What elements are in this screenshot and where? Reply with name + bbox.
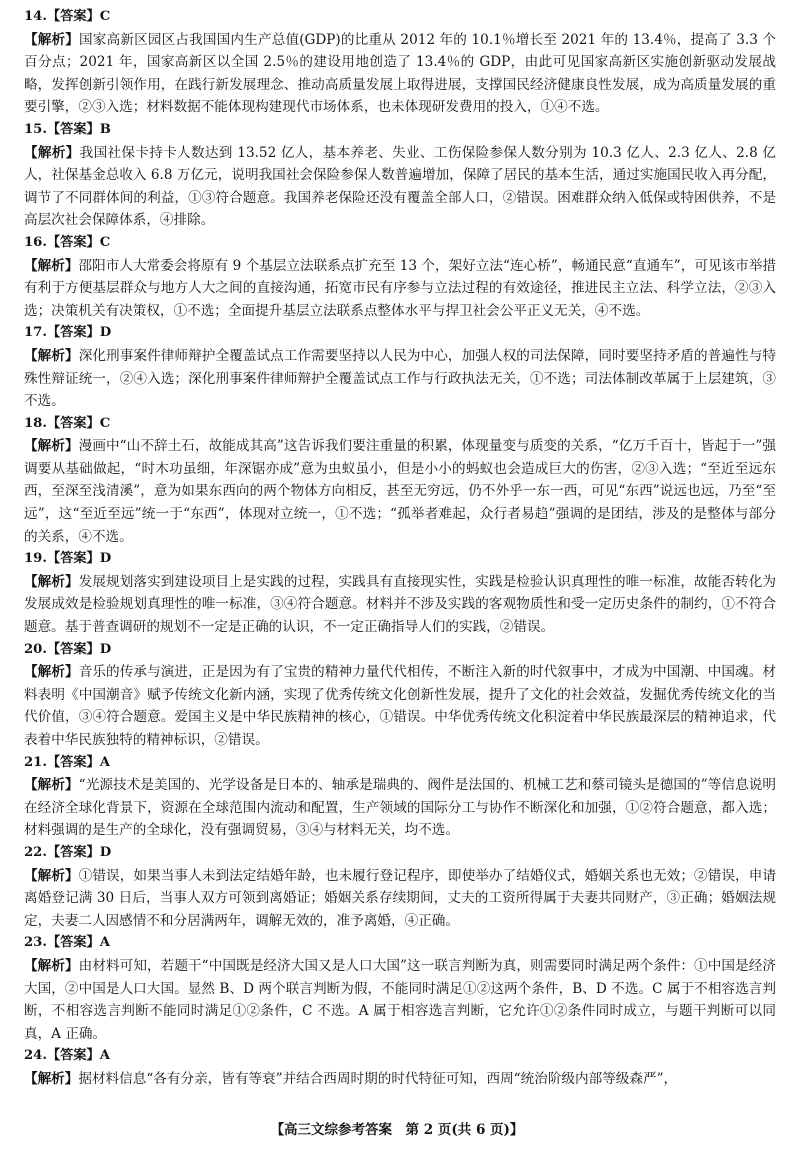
analysis-paragraph xyxy=(24,345,776,413)
answer-key-page xyxy=(24,6,776,1091)
analysis-tag: 【解析】 xyxy=(24,144,80,161)
analysis-text: 深化刑事案件律师辩护全覆盖试点工作需要坚持以人民为中心，加强人权的司法保障，同时要坚持矛盾的普遍性与特殊性辩证统一，②④入选；深化刑事案件律师辩护全覆盖试点工作与行政执法无关，①不选；司法体制改革属于上层建筑，③不选。 xyxy=(24,347,777,410)
answer-value: B xyxy=(99,121,111,137)
answer-tag: 【答案】 xyxy=(46,551,100,567)
answer-value: C xyxy=(99,234,111,250)
analysis-text: ①错误，如果当事人未到法定结婚年龄，也未履行登记程序，即使举办了结婚仪式，婚姻关系也无效；②错误，申请离婚登记满 30 日后，当事人双方可领到离婚证；婚姻关系存续期间，丈夫的工资所得属于夫妻共同财产，③正确；婚姻法规定，夫妻二人因感情不和分居满两年，调解无效的，准予离婚，④正确。 xyxy=(24,867,777,929)
answer-value: D xyxy=(99,844,112,860)
question-number: 24. xyxy=(24,1048,47,1064)
analysis-paragraph xyxy=(24,661,776,751)
answer-tag: 【答案】 xyxy=(46,935,100,951)
answer-line xyxy=(24,232,776,255)
analysis-text: “光源技术是美国的、光学设备是日本的、轴承是瑞典的、阀件是法国的、机械工艺和蔡司镜头是德国的”等信息说明在经济全球化背景下，资源在全球范围内流动和配置，生产领域的国际分工与协作不断深化和加强，①②符合题意，都入选；材料强调的是生产的全球化，没有强调贸易，③④与材料无关，均不选。 xyxy=(24,777,776,839)
analysis-tag: 【解析】 xyxy=(24,257,79,274)
analysis-tag: 【解析】 xyxy=(24,777,79,794)
question-item xyxy=(24,548,776,638)
answer-tag: 【答案】 xyxy=(46,234,100,250)
analysis-text: 漫画中“山不辞土石，故能成其高”这告诉我们要注重量的积累，体现量变与质变的关系，“亿万千百十，皆起于一”强调要从基础做起，“时木功虽细，年深锯亦成”意为虫蚁虽小，但是小小的蚂蚁也会造成巨大的伤害，②③入选；“至近至远东西，至深至浅清溪”，意为如果东西向的两个物体方向相反，甚至无穷远，仍不外乎一东一西，可见“东西”说远也远，乃至“至远”，这“至近至远”统一于“东西”，体现对立统一，①不选；“孤举者难起，众行者易趋”强调的是团结，涉及的是整体与部分的关系，④不选。 xyxy=(24,438,777,545)
analysis-tag: 【解析】 xyxy=(24,957,79,974)
analysis-paragraph xyxy=(24,255,776,323)
answer-value: D xyxy=(99,551,112,567)
answer-tag: 【答案】 xyxy=(46,121,100,137)
answer-line xyxy=(24,932,776,955)
question-number: 21. xyxy=(24,754,47,770)
question-number: 16. xyxy=(24,234,47,250)
analysis-paragraph xyxy=(24,571,776,639)
answer-value: C xyxy=(99,9,111,24)
analysis-text: 我国社保卡持卡人数达到 13.52 亿人，基本养老、失业、工伤保险参保人数分别为 10.3 亿人、2.3 亿人、2.8 亿人，社保基金总收入 6.8 万亿元，说明我国社会保险参保人数普遍增加，保障了居民的基本生活，通过实施国民收入再分配，调节了不同群体间的利益，①③符合题意。我国养老保险还没有覆盖全部人口，②错误。困难群众纳入低保或特困供养，不是高层次社会保障体系，④排除。 xyxy=(24,144,776,229)
analysis-text: 国家高新区园区占我国国内生产总值(GDP)的比重从 2012 年的 10.1％增长至 2021 年的 13.4％，提高了 3.3 个百分点；2021 年，国家高新区以全国 2.5％的建设用地创造了 13.4％的 GDP，由此可见国家高新区实施创新驱动发展战略，发挥创新引领作用，在践行新发展理念、推动高质量发展上取得进展，支撑国民经济健康良性发展，成为高质量发展的重要引擎，②③入选；材料数据不能体现构建现代市场体系，也未体现研发费用的投入，①④不选。 xyxy=(24,31,777,116)
question-number: 23. xyxy=(24,935,47,951)
answer-line xyxy=(24,322,776,345)
answer-tag: 【答案】 xyxy=(46,9,100,24)
answer-line xyxy=(24,1045,776,1068)
question-item xyxy=(24,1045,776,1090)
question-item xyxy=(24,842,776,932)
question-number: 19. xyxy=(24,551,47,567)
answer-line xyxy=(24,6,776,29)
question-item xyxy=(24,413,776,549)
analysis-tag: 【解析】 xyxy=(24,573,79,590)
question-item xyxy=(24,119,776,232)
analysis-tag: 【解析】 xyxy=(24,31,80,48)
analysis-paragraph xyxy=(24,955,776,1045)
question-list xyxy=(24,6,776,1091)
question-number: 22. xyxy=(24,844,47,860)
answer-tag: 【答案】 xyxy=(46,844,100,860)
answer-value: D xyxy=(99,641,112,657)
question-number: 20. xyxy=(24,641,47,657)
question-number: 17. xyxy=(24,325,47,341)
answer-tag: 【答案】 xyxy=(46,754,100,770)
answer-tag: 【答案】 xyxy=(46,415,100,431)
answer-tag: 【答案】 xyxy=(46,325,100,341)
answer-value: D xyxy=(99,325,112,341)
answer-line xyxy=(24,119,776,142)
analysis-tag: 【解析】 xyxy=(24,664,79,681)
analysis-text: 据材料信息“各有分亲，皆有等衰”并结合西周时期的时代特征可知，西周“统治阶级内部等级森严”， xyxy=(78,1070,678,1087)
answer-line xyxy=(24,548,776,571)
answer-line xyxy=(24,842,776,865)
question-number: 15. xyxy=(24,121,47,137)
analysis-tag: 【解析】 xyxy=(24,438,79,455)
analysis-tag: 【解析】 xyxy=(24,1070,79,1087)
analysis-paragraph xyxy=(24,865,776,933)
analysis-text: 发展规划落实到建设项目上是实践的过程，实践具有直接现实性，实践是检验认识真理性的唯一标准，故能否转化为发展成效是检验规划真理性的唯一标准，③④符合题意。材料并不涉及实践的客观物质性和受一定历史条件的制约，①不符合题意。基于普查调研的规划不一定是正确的认识，不一定正确指导人们的实践，②错误。 xyxy=(24,573,777,636)
question-item xyxy=(24,639,776,752)
answer-tag: 【答案】 xyxy=(46,641,100,657)
analysis-paragraph xyxy=(24,142,776,232)
answer-line xyxy=(24,752,776,775)
answer-value: A xyxy=(99,935,110,951)
analysis-text: 由材料可知，若题干“中国既是经济大国又是人口大国”这一联言判断为真，则需要同时满足两个条件：①中国是经济大国，②中国是人口大国。显然 B、D 两个联言判断为假，不能同时满足①②这两个条件，B、D 不选。C 属于不相容选言判断，不相容选言判断不能同时满足①②条件，C 不选。A 属于相容选言判断，它允许①②条件同时成立，与题干判断可以同真，A 正确。 xyxy=(24,957,776,1042)
analysis-tag: 【解析】 xyxy=(24,867,79,884)
page-footer: 【高三文综参考答案 第 2 页(共 6 页)】 xyxy=(270,1122,524,1138)
question-number: 14. xyxy=(24,9,47,24)
answer-value: A xyxy=(99,754,110,770)
analysis-paragraph xyxy=(24,29,776,119)
analysis-tag: 【解析】 xyxy=(24,347,79,364)
question-item xyxy=(24,6,776,119)
answer-tag: 【答案】 xyxy=(46,1048,100,1064)
analysis-paragraph xyxy=(24,774,776,842)
answer-line xyxy=(24,639,776,662)
analysis-text: 邵阳市人大常委会将原有 9 个基层立法联系点扩充至 13 个，架好立法“连心桥”，畅通民意“直通车”，可见该市举措有利于方便基层群众与地方人大之间的直接沟通，拓宽市民有序参与立法过程的有效途径，推进民主立法、科学立法，②③入选；决策机关有决策权，①不选；全面提升基层立法联系点整体水平与捍卫社会公平正义无关，④不选。 xyxy=(24,257,776,319)
answer-value: A xyxy=(99,1048,110,1064)
answer-line xyxy=(24,413,776,436)
question-number: 18. xyxy=(24,415,47,431)
question-item xyxy=(24,322,776,412)
analysis-text: 音乐的传承与演进，正是因为有了宝贵的精神力量代代相传，不断注入新的时代叙事中，才成为中国潮、中国魂。材料表明《中国潮音》赋予传统文化新内涵，实现了优秀传统文化创新性发展，提升了文化的社会效益，发掘优秀传统文化的当代价值，③④符合题意。爱国主义是中华民族精神的核心，①错误。中华优秀传统文化积淀着中华民族最深层的精神追求，代表着中华民族独特的精神标识，②错误。 xyxy=(24,664,777,748)
analysis-paragraph xyxy=(24,435,776,548)
analysis-paragraph xyxy=(24,1068,776,1091)
answer-value: C xyxy=(99,415,111,431)
question-item xyxy=(24,752,776,842)
question-item xyxy=(24,232,776,322)
question-item xyxy=(24,932,776,1045)
